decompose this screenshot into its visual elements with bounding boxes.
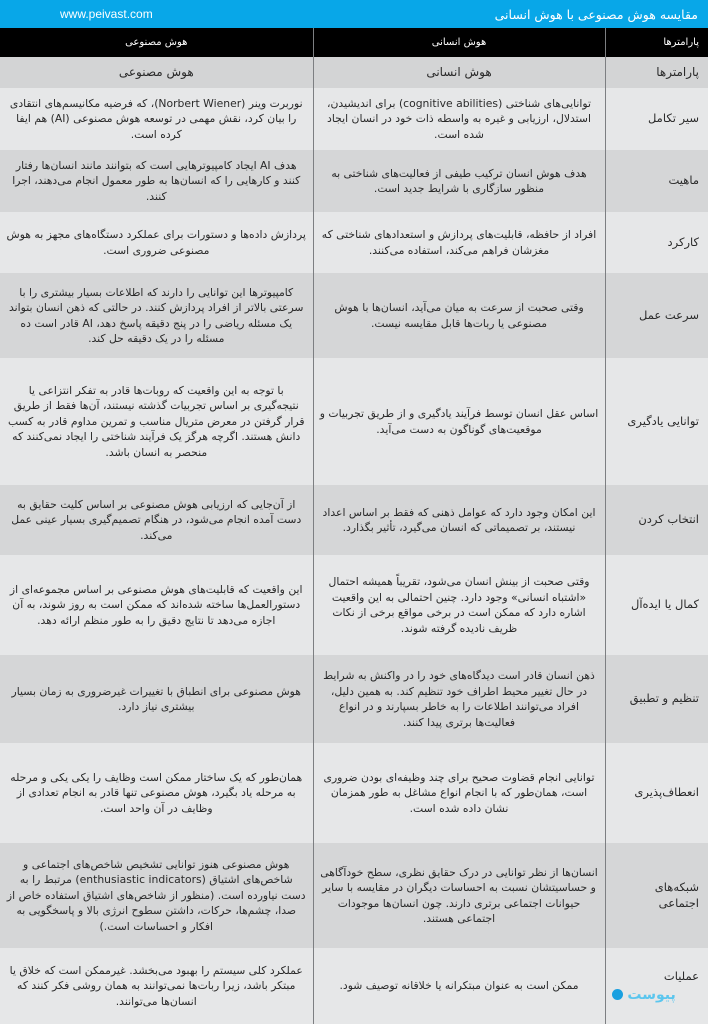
row-human: ممکن است به عنوان مبتکرانه یا خلاقانه توصیف شود. (313, 948, 605, 1024)
row-human: وقتی صحبت از بینش انسان می‌شود، تقریباً همیشه احتمال «اشتباه انسانی» وجود دارد. چنین احتمالی به این واقعیت اشاره دارد که ممکن است در برخی مواقع برخی از نکات ظریف نادیده گرفته شوند. (313, 555, 605, 655)
row-param-cell (605, 948, 708, 1024)
row-param: شبکه‌های اجتماعی (605, 843, 708, 948)
row-ai: این واقعیت که قابلیت‌های هوش مصنوعی بر اساس مجموعه‌ای از دستورالعمل‌ها ساخته شده‌اند که ممکن است به روز شوند، به آن اجازه می‌دهد تا نتایج دقیق را به طور منظم ارائه دهد. (0, 555, 313, 655)
row-param: کمال یا ایده‌آل (605, 555, 708, 655)
row-ai: عملکرد کلی سیستم را بهبود می‌بخشد. غیرممکن است که خلاق یا مبتکر باشد، زیرا ربات‌ها نمی‌توانند به همان روشی فکر کنند که انسان‌ها می‌توانند. (0, 948, 313, 1024)
row-ai: نوربرت وینر (Norbert Wiener)، که فرضیه مکانیسم‌های انتقادی را بیان کرد، نقش مهمی در توسعه هوش مصنوعی (AI) هم ایفا کرده است. (0, 88, 313, 150)
subheader-ai: هوش مصنوعی (0, 57, 313, 88)
row-human: وقتی صحبت از سرعت به میان می‌آید، انسان‌ها با هوش مصنوعی یا ربات‌ها قابل مقایسه نیست. (313, 273, 605, 358)
page-title: مقایسه هوش مصنوعی با هوش انسانی (494, 6, 698, 22)
row-param: انعطاف‌پذیری (605, 743, 708, 843)
row-human: توانایی‌های شناختی (cognitive abilities) برای اندیشیدن، استدلال، ارزیابی و غیره به واسطه ذات خود در انسان ایجاد شده است. (313, 88, 605, 150)
table-row (0, 212, 708, 273)
comparison-table (0, 28, 708, 1024)
row-param: تنظیم و تطبیق (605, 655, 708, 743)
peivast-logo (612, 988, 700, 1004)
logo-circle-icon (612, 989, 623, 1000)
row-param: ماهیت (605, 150, 708, 212)
row-param: توانایی یادگیری (605, 358, 708, 485)
row-ai: کامپیوترها این توانایی را دارند که اطلاعات بسیار بیشتری را با سرعتی بالاتر از افراد پردازش کنند. در حالتی که ذهن انسان بتواند یک مسئله ریاضی را در پنج دقیقه پاسخ دهد، AI قادر است ده مسئله را در یک دقیقه حل کند. (0, 273, 313, 358)
table-row (0, 150, 708, 212)
table-row (0, 485, 708, 555)
table-row (0, 88, 708, 150)
table-row (0, 273, 708, 358)
table-row (0, 743, 708, 843)
subheader-parameters: پارامترها (605, 57, 708, 88)
row-human: هدف هوش انسان ترکیب طیفی از فعالیت‌های شناختی به منظور سازگاری با شرایط جدید است. (313, 150, 605, 212)
table-row (0, 655, 708, 743)
row-ai: از آن‌جایی که ارزیابی هوش مصنوعی بر اساس کلیت حقایق به دست آمده انجام می‌شود، در هنگام تصمیم‌گیری بسیار عینی عمل می‌کند. (0, 485, 313, 555)
row-ai: پردازش داده‌ها و دستورات برای عملکرد دستگاه‌های مجهز به هوش مصنوعی ضروری است. (0, 212, 313, 273)
row-ai: با توجه به این واقعیت که روبات‌ها قادر به تفکر انتزاعی یا نتیجه‌گیری بر اساس تجربیات گذشته نیستند، آن‌ها فقط از طریق قرار گرفتن در معرض متریال مناسب و تمرین مداوم قادر به کسب دانش هستند. اگرچه هرگز یک فرآیند شناختی را ایجاد نمی‌کنند که منحصر به انسان باشد. (0, 358, 313, 485)
row-param: عملیات (663, 969, 699, 983)
row-human: توانایی انجام قضاوت صحیح برای چند وظیفه‌ای بودن ضروری است، همان‌طور که با انجام انواع مشاغل به طور همزمان نشان داده شده است. (313, 743, 605, 843)
column-header-parameters: پارامترها (605, 28, 708, 57)
row-human: این امکان وجود دارد که عوامل ذهنی که فقط بر اساس اعداد نیستند، بر تصمیماتی که انسان می‌گیرد، تأثیر بگذارد. (313, 485, 605, 555)
row-param: کارکرد (605, 212, 708, 273)
row-human: اساس عقل انسان توسط فرآیند یادگیری و از طریق تجربیات و موقعیت‌های گوناگون به دست می‌آید. (313, 358, 605, 485)
row-human: انسان‌ها از نظر توانایی در درک حقایق نظری، سطح خودآگاهی و حساسیتشان نسبت به احساسات دیگران در مقایسه با سایر حیوانات اجتماعی برتری دارند. چون انسان‌ها موجودات اجتماعی هستند. (313, 843, 605, 948)
column-header-human: هوش انسانی (313, 28, 605, 57)
row-ai: هوش مصنوعی هنوز توانایی تشخیص شاخص‌های اجتماعی و شاخص‌های اشتیاق (enthusiastic indicators) مرتبط را به دست نیاورده است. (منظور از شاخص‌های اشتیاق استفاده خاص از صدا، چشم‌ها، حرکات، داشتن سطوح انرژی بالا و پاسخگویی به افکار و احساسات است.) (0, 843, 313, 948)
row-ai: هوش مصنوعی برای انطباق با تغییرات غیرضروری به زمان بسیار بیشتری نیاز دارد. (0, 655, 313, 743)
top-banner (0, 0, 708, 28)
row-param: انتخاب کردن (605, 485, 708, 555)
site-url[interactable]: www.peivast.com (60, 7, 153, 21)
table-row (0, 555, 708, 655)
subheader-row (0, 57, 708, 88)
row-human: افراد از حافظه، قابلیت‌های پردازش و استعدادهای شناختی که مغزشان فراهم می‌کند، استفاده می‌کنند. (313, 212, 605, 273)
table-row (0, 358, 708, 485)
subheader-human: هوش انسانی (313, 57, 605, 88)
row-param: سیر تکامل (605, 88, 708, 150)
row-human: ذهن انسان قادر است دیدگاه‌های خود را در واکنش به شرایط در حال تغییر محیط اطراف خود تنظیم کند. به همین دلیل، افراد می‌توانند اطلاعات را به خاطر بسپارند و در انواع فعالیت‌ها برتری پیدا کنند. (313, 655, 605, 743)
column-header-ai: هوش مصنوعی (0, 28, 313, 57)
row-ai: هدف AI ایجاد کامپیوترهایی است که بتوانند مانند انسان‌ها رفتار کنند و کارهایی را که انسان‌ها به طور معمول انجام می‌دهند، اجرا کنند. (0, 150, 313, 212)
table-row (0, 948, 708, 1024)
row-param: سرعت عمل (605, 273, 708, 358)
header-row (0, 28, 708, 57)
logo-text: پیوست (627, 986, 676, 1003)
table-row (0, 843, 708, 948)
row-ai: همان‌طور که یک ساختار ممکن است وظایف را یکی یکی و مرحله به مرحله یاد بگیرد، هوش مصنوعی تنها قادر به انجام تعدادی از وظایف در آن واحد است. (0, 743, 313, 843)
